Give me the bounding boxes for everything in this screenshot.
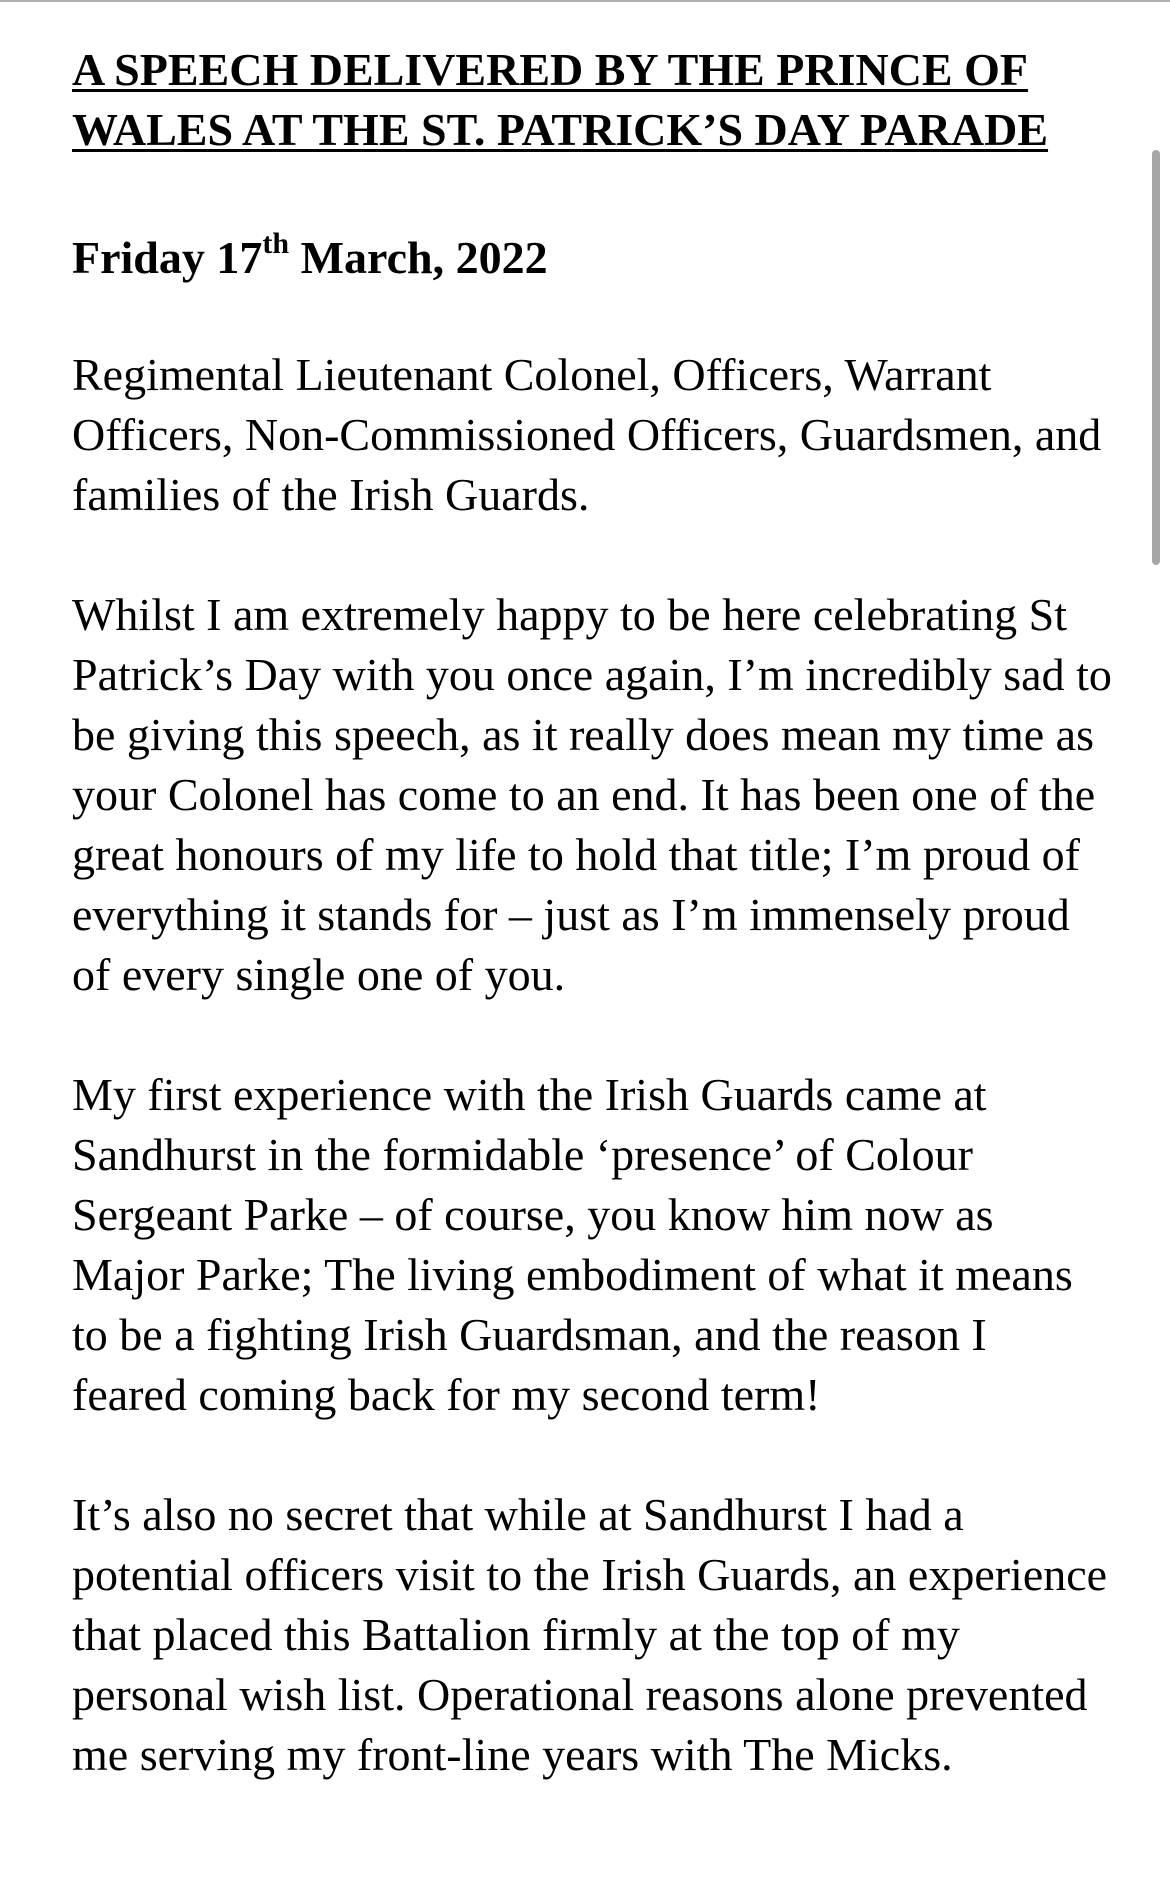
date-day: 17 xyxy=(216,232,263,283)
speech-date xyxy=(72,228,548,288)
date-day-suffix: th xyxy=(262,227,290,260)
speech-body xyxy=(72,345,1112,1845)
date-month-year: March, 2022 xyxy=(300,232,548,283)
paragraph: It’s also no secret that while at Sandhurst I had a potential officers visit to the Irish Guards, an experience that placed this Battalion firmly at the top of my personal wish list. Operational reasons alone prevented me serving my front-line years with The Micks. xyxy=(72,1489,1108,1780)
date-weekday: Friday xyxy=(72,232,205,283)
top-border-divider xyxy=(0,0,1170,2)
paragraph-salutation: Regimental Lieutenant Colonel, Officers, Warrant Officers, Non-Commissioned Officers, Guardsmen, and families of the Irish Guards. xyxy=(72,349,1102,520)
paragraph: Whilst I am extremely happy to be here celebrating St Patrick’s Day with you once again, I’m incredibly sad to be giving this speech, as it really does mean my time as your Colonel has come to an end. It has been one of the great honours of my life to hold that title; I’m proud of everything it stands for – just as I’m immensely proud of every single one of you. xyxy=(72,589,1112,1000)
paragraph: My first experience with the Irish Guards came at Sandhurst in the formidable ‘presence’ of Colour Sergeant Parke – of course, you know him now as Major Parke; The living embodiment of what it means to be a fighting Irish Guardsman, and the reason I feared coming back for my second term! xyxy=(72,1069,1073,1420)
speech-title: A SPEECH DELIVERED BY THE PRINCE OF WALES AT THE ST. PATRICK’S DAY PARADE xyxy=(72,44,1049,155)
vertical-scrollbar-thumb[interactable] xyxy=(1152,150,1160,565)
